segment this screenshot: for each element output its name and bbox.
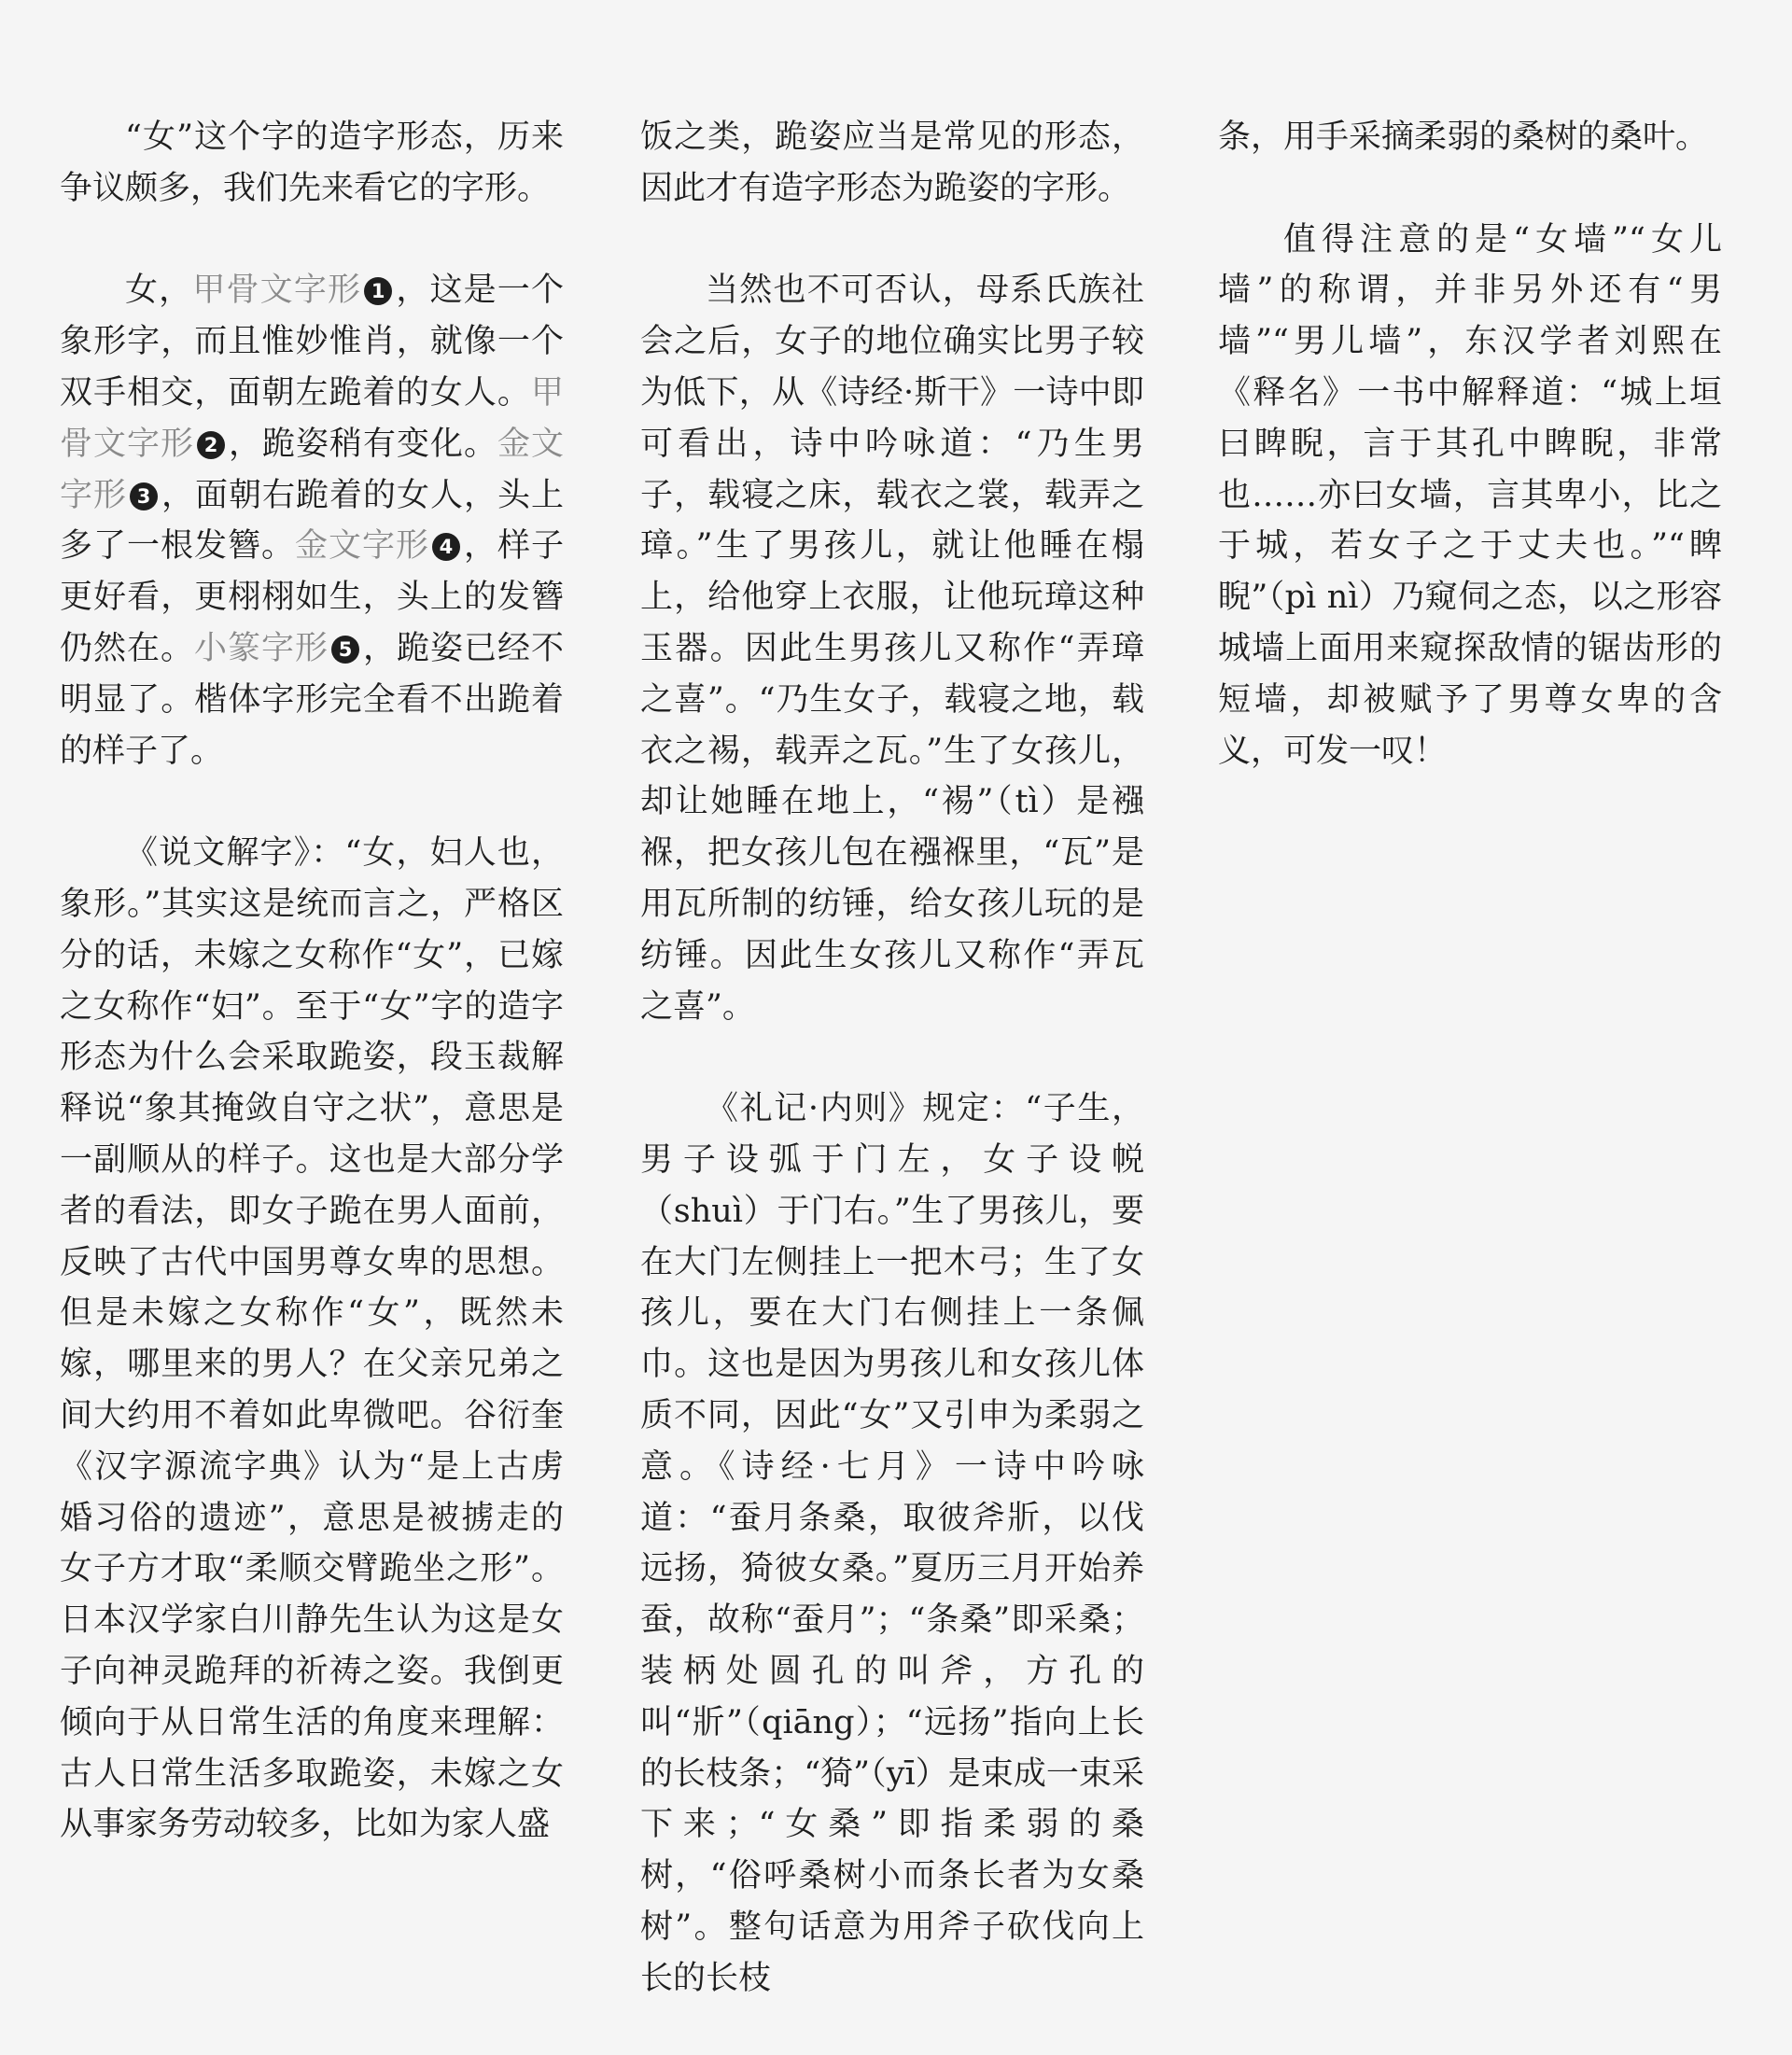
paragraph: 《说文解字》：“女，妇人也，象形。”其实这是统而言之，严格区分的话，未嫁之女称作“女”，已嫁之女称作“妇”。至于“女”字的造字形态为什么会采取跪姿，段玉裁解释说“象其掩敛自守之状”，意思是一副顺从的样子。这也是大部分学者的看法，即女子跪在男人面前，反映了古代中国男尊女卑的思想。但是未嫁之女称作“女”，既然未嫁，哪里来的男人？在父亲兄弟之间大约用不着如此卑微吧。谷衍奎《汉字源流字典》认为“是上古虏婚习俗的遗迹”，意思是被掳走的女子方才取“柔顺交臂跪坐之形”。日本汉学家白川静先生认为这是女子向神灵跪拜的祈祷之姿。我倒更倾向于从日常生活的角度来理解：古人日常生活多取跪姿，未嫁之女从事家务劳动较多，比如为家人盛 <box>60 834 564 1844</box>
paragraph-continued: 饭之类，跪姿应当是常见的形态，因此才有造字形态为跪姿的字形。 <box>640 119 1144 207</box>
paragraph: 值得注意的是“女墙”“女儿墙”的称谓，并非另外还有“男墙”“男儿墙”，东汉学者刘熙在《释名》一书中解释道：“城上垣曰睥睨，言于其孔中睥睨，非常也……亦曰女墙，言其卑小，比之于城，若女子之于丈夫也。”“睥睨”（pì nì）乃窥伺之态，以之形容城墙上面用来窥探敌情的锯齿形的短墙，却被赋予了男尊女卑的含义，可发一叹！ <box>1218 220 1722 770</box>
glyph-form-label: 金文字形 <box>294 527 429 566</box>
glyph-form-label: 甲骨文字形 <box>192 272 362 310</box>
glyph-number-badge: 4 <box>432 533 460 561</box>
glyph-form-label: 小篆字形 <box>194 629 329 667</box>
paragraph: “女”这个字的造字形态，历来争议颇多，我们先来看它的字形。 <box>60 119 564 207</box>
text-run: ，跪姿稍有变化。 <box>228 425 497 463</box>
paragraph: 《礼记·内则》规定：“子生，男子设弧于门左，女子设帨（shuì）于门右。”生了男孩儿，要在大门左侧挂上一把木弓；生了女孩儿，要在大门右侧挂上一条佩巾。这也是因为男孩儿和女孩儿体质不同，因此“女”又引申为柔弱之意。《诗经·七月》一诗中吟咏道：“蚕月条桑，取彼斧斨，以伐远扬，猗彼女桑。”夏历三月开始养蚕，故称“蚕月”；“条桑”即采桑；装柄处圆孔的叫斧，方孔的叫“斨”（qiāng）；“远扬”指向上长的长枝条；“猗”（yī）是束成一束采下来；“女桑”即指柔弱的桑树，“俗呼桑树小而条长者为女桑树”。整句话意为用斧子砍伐向上长的长枝 <box>640 1090 1144 1997</box>
paragraph: 当然也不可否认，母系氏族社会之后，女子的地位确实比男子较为低下，从《诗经·斯干》一诗中即可看出，诗中吟咏道：“乃生男子，载寝之床，载衣之裳，载弄之璋。”生了男孩儿，就让他睡在榻上，给他穿上衣服，让他玩璋这种玉器。因此生男孩儿又称作“弄璋之喜”。“乃生女子，载寝之地，载衣之裼，载弄之瓦。”生了女孩儿，却让她睡在地上，“裼”（tì）是襁褓，把女孩儿包在襁褓里，“瓦”是用瓦所制的纺锤，给女孩儿玩的是纺锤。因此生女孩儿又称作“弄瓦之喜”。 <box>640 272 1144 1026</box>
text-run: ，面朝右跪着的女人，头上多了一根发簪。 <box>60 476 564 566</box>
glyph-form-label: 甲骨文字形 <box>60 373 564 463</box>
text-run: ，样子更好看，更栩栩如生，头上的发簪仍然在。 <box>60 527 564 667</box>
text-run: ，这是一个象形字，而且惟妙惟肖，就像一个双手相交，面朝左跪着的女人。 <box>60 272 564 412</box>
text-column-2 <box>640 112 1144 2055</box>
paragraph-glyph-forms <box>60 265 564 776</box>
glyph-number-badge: 1 <box>364 277 392 305</box>
text-column-1 <box>60 112 564 1902</box>
text-run: 女， <box>125 272 193 310</box>
glyph-number-badge: 5 <box>331 636 359 664</box>
glyph-number-badge: 2 <box>197 431 225 459</box>
glyph-form-label: 金文字形 <box>60 425 564 514</box>
paragraph-continued: 条，用手采摘柔弱的桑树的桑叶。 <box>1218 119 1709 156</box>
text-column-3 <box>1218 112 1722 828</box>
glyph-number-badge: 3 <box>130 482 158 510</box>
text-run: ，跪姿已经不明显了。楷体字形完全看不出跪着的样子了。 <box>60 629 564 770</box>
